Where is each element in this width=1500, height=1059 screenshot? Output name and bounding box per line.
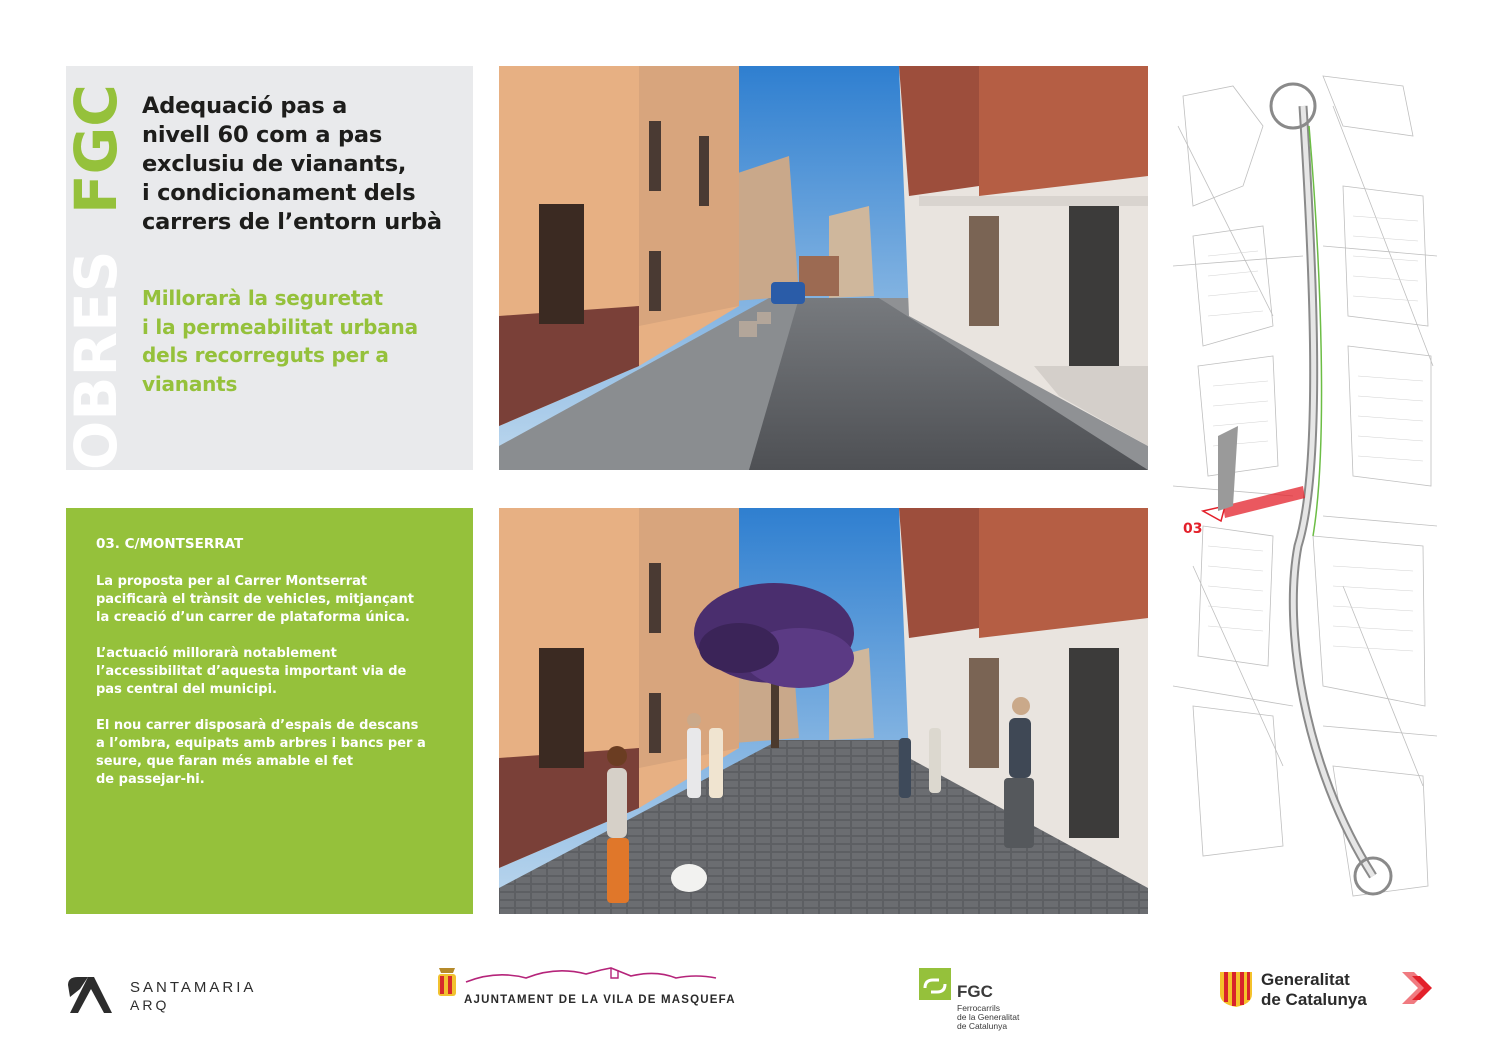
vertical-label-accent: FGC <box>62 84 130 214</box>
santamaria-arq-logo <box>66 975 276 1015</box>
photo-current-street <box>499 66 1148 470</box>
ajuntament-text: AJUNTAMENT DE LA VILA DE MASQUEFA <box>464 994 736 1006</box>
description-paragraph-2: L’actuació millorarà notablement l’accessibilitat d’aquesta important via de pas central del municipi. <box>96 646 407 697</box>
photo-proposed-street <box>499 508 1148 914</box>
map-marker-label: 03 <box>1183 521 1203 537</box>
description-paragraph-1: La proposta per al Carrer Montserrat pacificarà el trànsit de vehicles, mitjançant la creació d’un carrer de plataforma única. <box>96 574 414 625</box>
santamaria-mark-icon <box>66 975 116 1015</box>
fgc-logo <box>919 968 1059 1038</box>
generalitat-name: Generalitat de Catalunya <box>1261 970 1367 1009</box>
senyera-shield-icon <box>1218 970 1254 1008</box>
vertical-label-obres-fgc <box>62 66 130 470</box>
fgc-mark-icon <box>919 968 951 1000</box>
vertical-label-outline: OBRES <box>62 250 130 470</box>
headline <box>142 92 472 237</box>
fgc-subtitle: Ferrocarrils de la Generalitat de Catalunya <box>957 1003 1020 1031</box>
description-heading: 03. C/MONTSERRAT <box>96 536 244 552</box>
generalitat-logo <box>1218 968 1440 1010</box>
title-panel <box>62 66 473 470</box>
santamaria-sub: ARQ <box>130 997 170 1013</box>
headline-text: Adequació pas a nivell 60 com a pas exclusiu de vianants, i condicionament dels carrers de l’entorn urbà <box>142 93 442 235</box>
description-paragraph-3: El nou carrer disposarà d’espais de descans a l’ombra, equipats amb arbres i bancs per a seure, que faran més amable el fet de passejar-hi. <box>96 718 426 787</box>
subheadline-text: Millorarà la seguretat i la permeabilitat urbana dels recorreguts per a vianants <box>142 286 418 396</box>
site-plan-map <box>1173 66 1437 914</box>
santamaria-name: SANTAMARIA <box>130 979 257 996</box>
ajuntament-masquefa-logo <box>436 964 736 1012</box>
description-panel <box>66 508 473 914</box>
subheadline <box>142 284 472 398</box>
chevron-right-icon <box>1400 970 1440 1006</box>
fgc-name: FGC <box>957 982 993 1001</box>
